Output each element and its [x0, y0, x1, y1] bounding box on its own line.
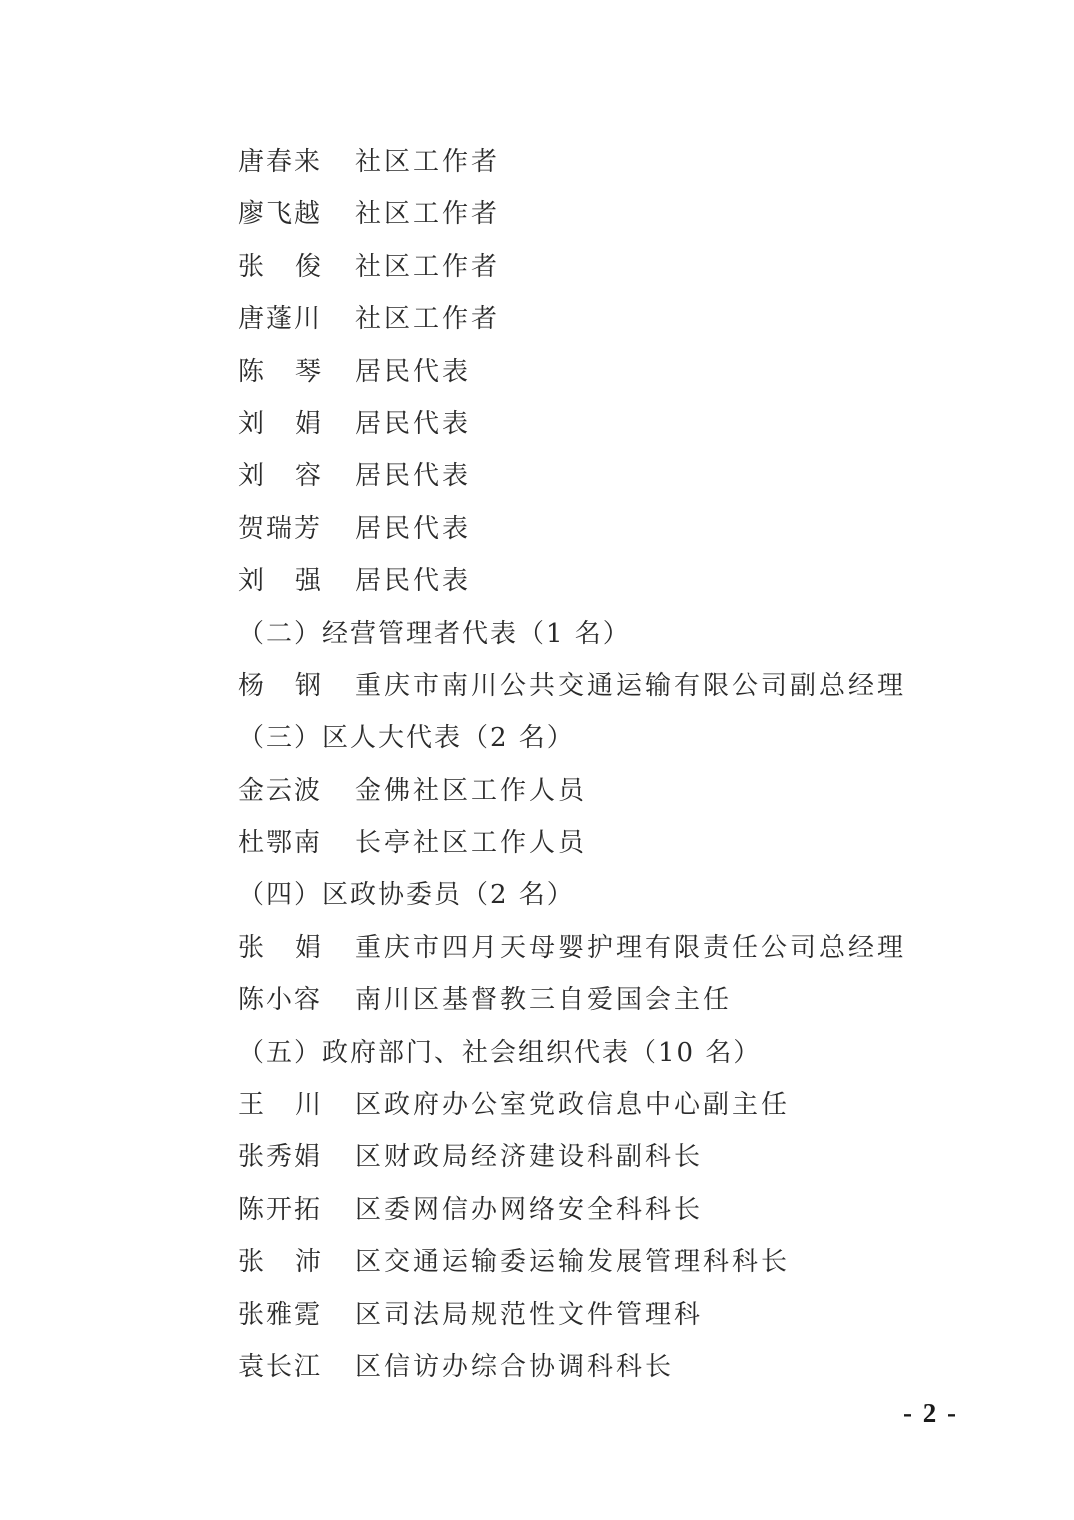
person-description: 社区工作者 [355, 304, 501, 335]
person-description: 社区工作者 [355, 147, 501, 177]
person-description: 区司法局规范性文件管理科 [355, 1299, 704, 1330]
person-name: 刘容 [238, 461, 353, 492]
person-name: 金云波 [238, 775, 323, 806]
person-description: 南川区基督教三自爱国会主任 [355, 985, 733, 1016]
person-description: 金佛社区工作人员 [355, 775, 588, 806]
list-item [238, 398, 998, 450]
person-description: 居民代表 [355, 513, 472, 544]
page-number: - 2 - [903, 1398, 958, 1428]
person-name: 张沛 [238, 1247, 353, 1278]
list-item [238, 765, 998, 817]
person-name: 张娟 [238, 932, 353, 963]
list-item [238, 974, 998, 1026]
person-description: 社区工作者 [355, 199, 501, 230]
person-description: 社区工作者 [355, 251, 501, 282]
member-list [238, 136, 998, 1393]
person-name: 陈开拓 [238, 1194, 323, 1225]
person-name: 张雅霓 [238, 1299, 323, 1330]
person-name: 王川 [238, 1090, 353, 1121]
person-description: 居民代表 [355, 566, 472, 597]
list-item [238, 346, 998, 398]
person-description: 居民代表 [355, 408, 472, 439]
person-description: 区委网信办网络安全科科长 [355, 1194, 704, 1225]
list-item [238, 1184, 998, 1236]
list-item [238, 555, 998, 607]
person-name: 贺瑞芳 [238, 513, 323, 544]
person-description: 居民代表 [355, 356, 472, 387]
list-item [238, 293, 998, 345]
list-item [238, 188, 998, 240]
list-item [238, 1289, 998, 1341]
list-item [238, 922, 998, 974]
person-description: 区财政局经济建设科副科长 [355, 1142, 704, 1173]
list-item [238, 660, 998, 712]
person-description: 区信访办综合协调科科长 [355, 1351, 675, 1382]
list-item [238, 136, 998, 188]
person-name: 廖飞越 [238, 199, 323, 230]
person-description: 区政府办公室党政信息中心副主任 [355, 1090, 791, 1121]
person-name: 袁长江 [238, 1351, 323, 1382]
person-name: 刘强 [238, 566, 353, 597]
list-item [238, 503, 998, 555]
person-name: 张俊 [238, 251, 353, 282]
list-item [238, 1341, 998, 1393]
person-description: 重庆市四月天母婴护理有限责任公司总经理 [355, 932, 907, 963]
person-description: 居民代表 [355, 461, 472, 492]
person-description: 区交通运输委运输发展管理科科长 [355, 1247, 791, 1278]
person-name: 杨钢 [238, 670, 353, 701]
list-item [238, 1236, 998, 1288]
person-description: 重庆市南川公共交通运输有限公司副总经理 [355, 670, 907, 701]
list-item [238, 450, 998, 502]
section-heading: （三）区人大代表（2 名） [238, 723, 575, 754]
person-name: 陈琴 [238, 356, 353, 387]
list-item [238, 1079, 998, 1131]
person-name: 杜鄂南 [238, 828, 323, 859]
section-heading: （五）政府部门、社会组织代表（10 名） [238, 1037, 762, 1068]
person-name: 陈小容 [238, 985, 323, 1016]
person-description: 长亭社区工作人员 [355, 828, 588, 859]
list-item [238, 817, 998, 869]
list-item [238, 1131, 998, 1183]
section-heading: （二）经营管理者代表（1 名） [238, 618, 631, 649]
person-name: 张秀娟 [238, 1142, 323, 1173]
list-item [238, 241, 998, 293]
person-name: 刘娟 [238, 408, 353, 439]
person-name: 唐蓬川 [238, 304, 323, 335]
section-heading: （四）区政协委员（2 名） [238, 880, 575, 911]
person-name: 唐春来 [238, 147, 323, 177]
